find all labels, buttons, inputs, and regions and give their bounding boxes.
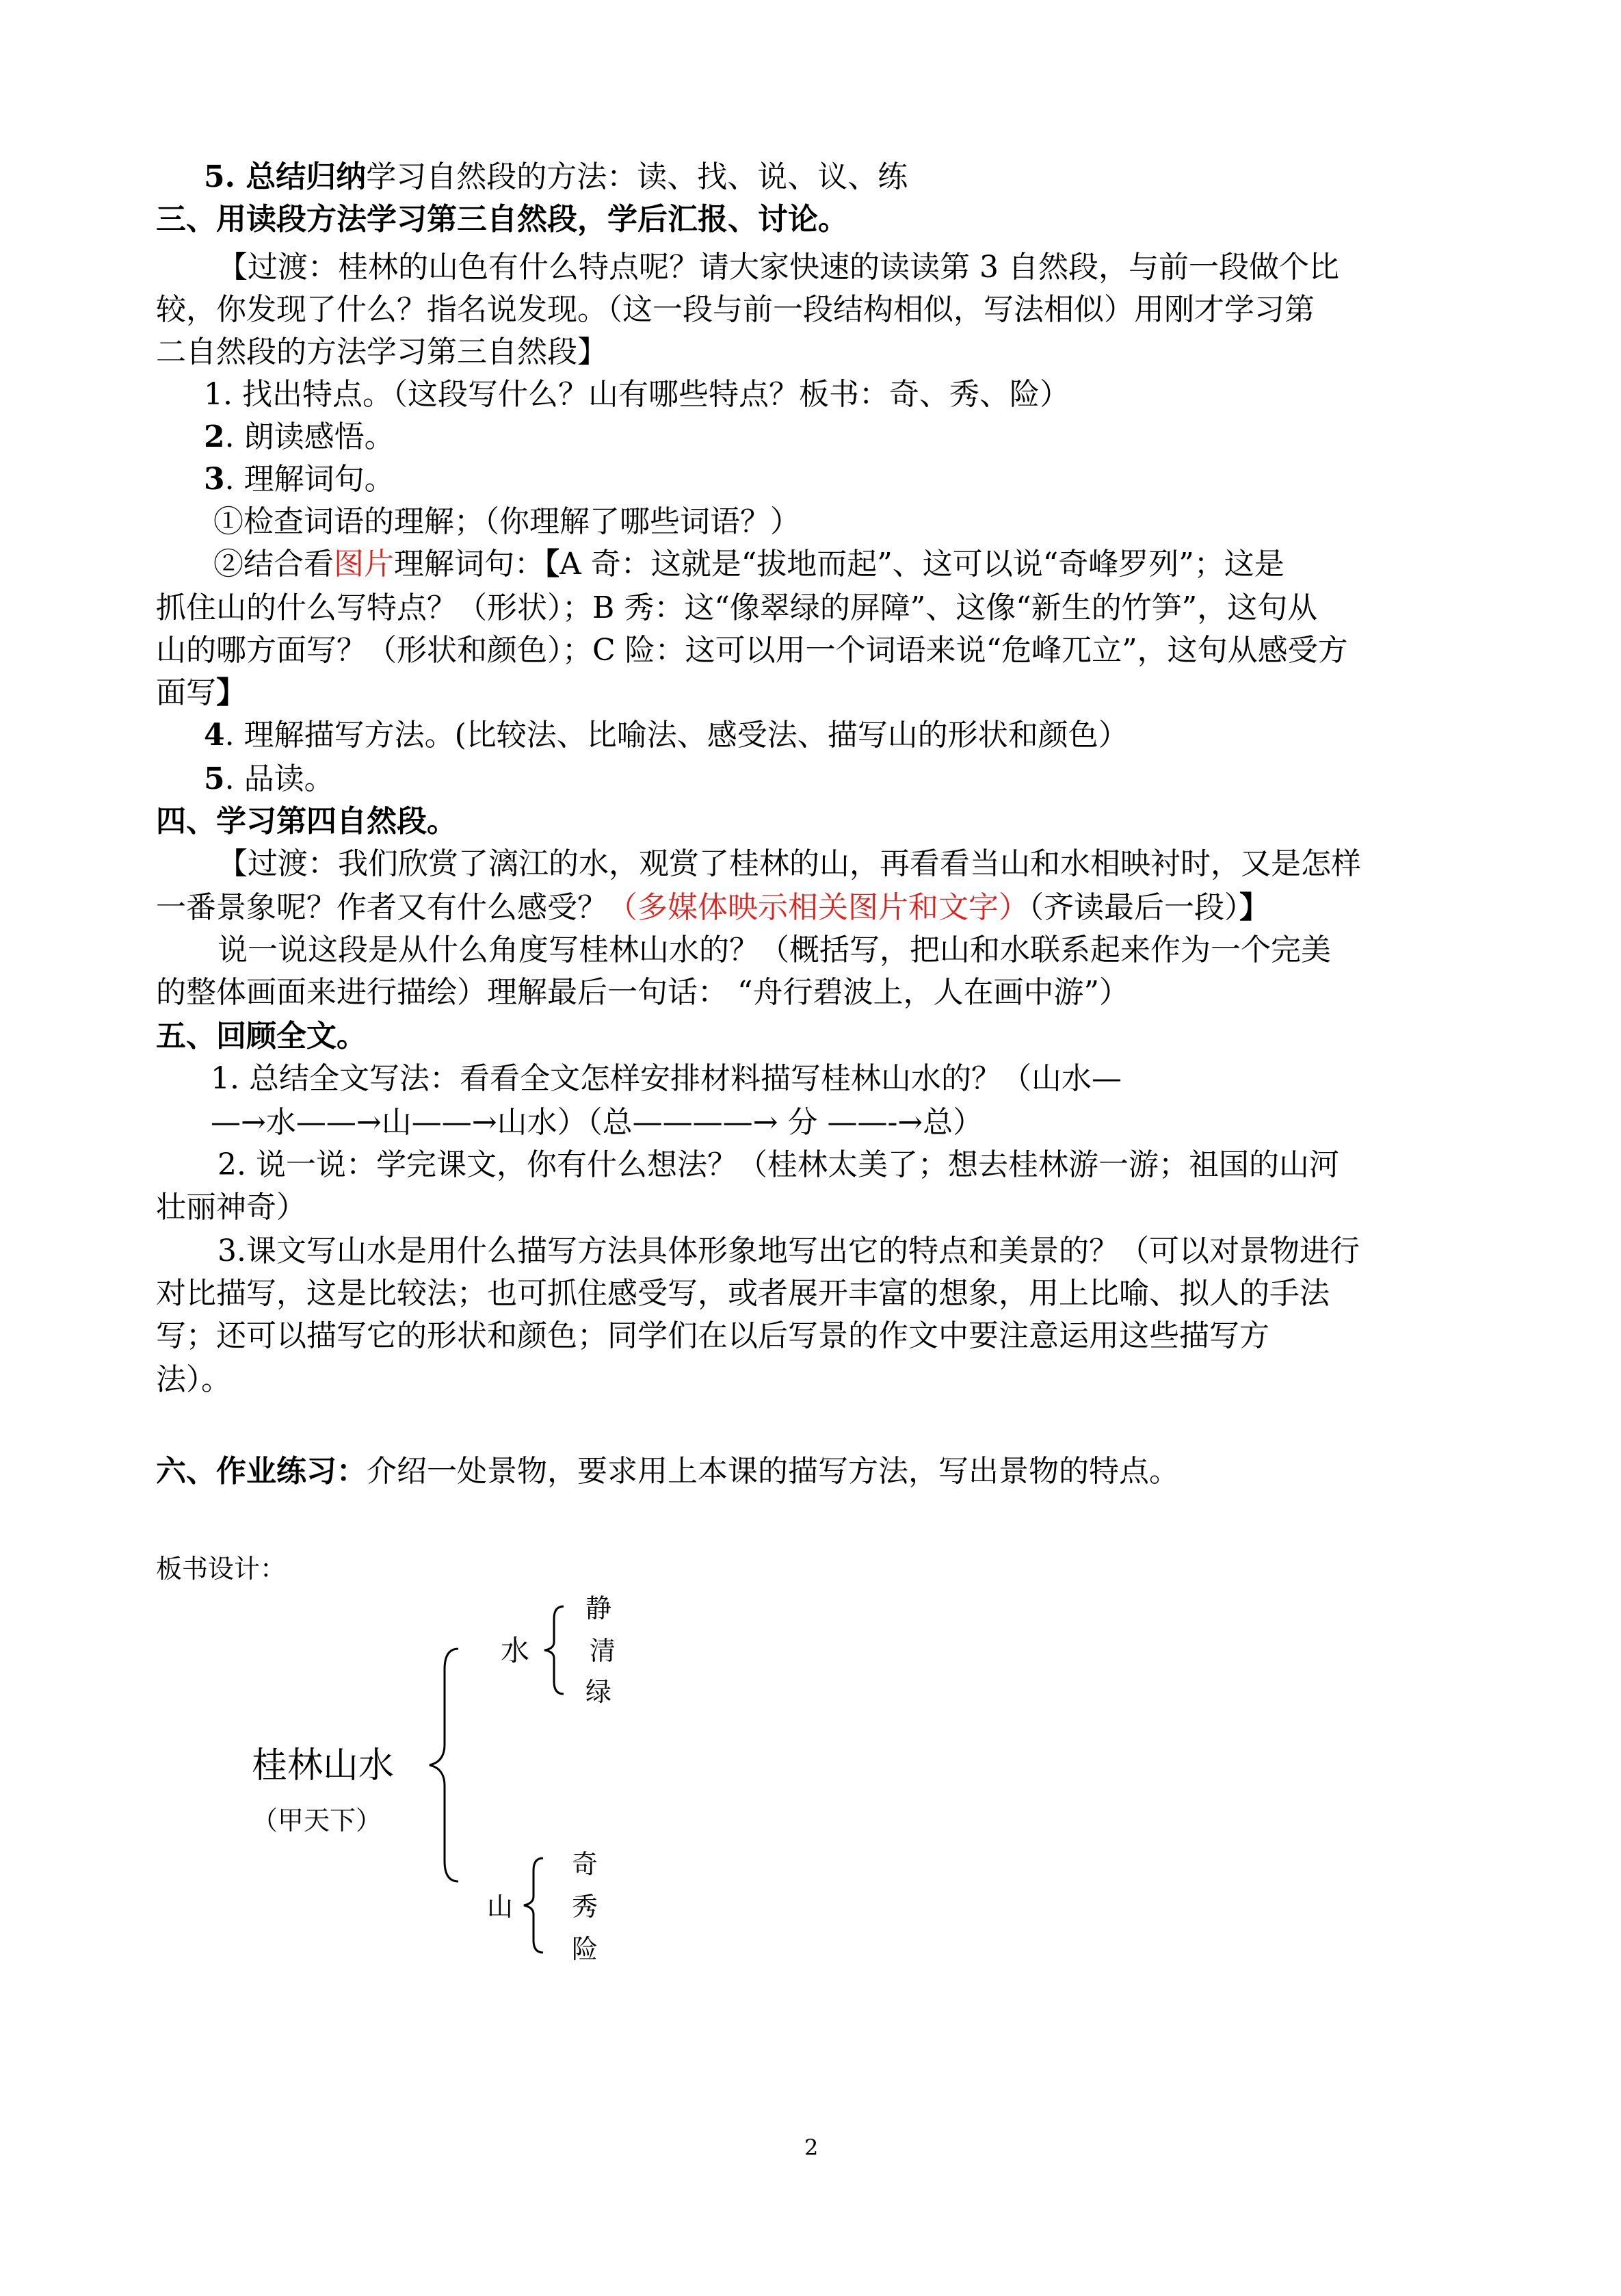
text-run: 3 [204,462,225,497]
text-line [218,1144,1339,1186]
text-run: 2 [204,419,225,454]
text-line [156,1273,1330,1315]
text-run: 3.课文写山水是用什么描写方法具体形象地写出它的特点和美景的？（可以对景物进行 [218,1234,1360,1268]
text-run: 图片 [334,547,394,582]
text-line [204,458,395,501]
text-run: （多媒体映示相关图片和文字） [607,890,1029,925]
water-item-2: 清 [590,1636,616,1666]
text-run: 5. 总结归纳 [204,159,367,194]
text-line [218,929,1331,971]
text-line [204,156,908,198]
mountain-item-2: 秀 [572,1892,598,1922]
text-run: 三、用读段方法学习第三自然段，学后汇报、讨论。 [156,202,848,237]
text-line [213,543,1284,586]
text-run: . 品读。 [224,761,334,796]
text-run: . 理解描写方法。(比较法、比喻法、感受法、描写山的形状和颜色） [224,718,1129,753]
text-line [156,331,607,374]
mountain-item-3: 险 [572,1934,598,1964]
text-line [211,1058,1122,1100]
text-run: 【过渡：桂林的山色有什么特点呢？请大家快速的读读第 3 自然段，与前一段做个比 [218,250,1339,285]
text-run: 五、回顾全文。 [156,1019,367,1054]
text-run: ②结合看 [213,547,334,582]
text-run: 法）。 [156,1362,231,1397]
text-line [211,1101,983,1144]
text-run: A 奇：这就是“拔地而起”、这可以说“奇峰罗列”；这是 [559,547,1284,582]
text-run: 1. 找出特点。（这段写什么？山有哪些特点？板书：奇、秀、险） [204,377,1070,412]
text-run: . 理解词句。 [224,462,395,497]
mountain-brace [520,1854,547,1957]
text-run: 2. 说一说：学完课文，你有什么想法？（桂林太美了；想去桂林游一游；祖国的山河 [218,1147,1339,1182]
water-label: 水 [501,1634,530,1667]
text-run: 说一说这段是从什么角度写桂林山水的？（概括写，把山和水联系起来作为一个完美 [218,932,1331,967]
text-run: 山的哪方面写？（形状和颜色）；C 险：这可以用一个词语来说“危峰兀立”，这句从感受方 [156,633,1348,668]
text-run: 理解词句： [394,547,544,582]
page-number: 2 [804,2135,819,2161]
text-run: 写；还可以描写它的形状和颜色；同学们在以后写景的作文中要注意运用这些描写方 [156,1318,1269,1353]
text-line [204,416,395,458]
text-line [218,1230,1360,1273]
text-run: 面写 [156,675,216,710]
text-line [156,971,1129,1014]
text-run: . 朗读感悟。 [224,419,395,454]
text-run: —→水——→山——→山水）（总————→ 分 ——-→总） [211,1105,984,1140]
text-run: 对比描写，这是比较法；也可抓住感受写，或者展开丰富的想象，用上比喻、拟人的手法 [156,1276,1330,1311]
text-run: 】 [1239,890,1269,925]
water-brace [540,1602,568,1698]
text-line [156,629,1348,672]
water-item-3: 绿 [585,1677,612,1707]
text-run: 5 [204,761,225,796]
text-line [213,501,800,543]
board-title: 桂林山水 [252,1745,395,1786]
text-line [156,800,457,843]
text-line [156,1186,306,1229]
text-run: 四、学习第四自然段。 [156,804,457,839]
text-run: 二自然段的方法学习第三自然段】 [156,335,607,369]
text-run: 介绍一处景物，要求用上本课的描写方法，写出景物的特点。 [367,1454,1179,1489]
text-line [156,1450,1179,1493]
mountain-label: 山 [487,1892,514,1922]
main-brace [424,1642,465,1888]
text-line [156,289,1315,331]
text-line [156,1315,1269,1357]
text-run: 【 [544,547,559,582]
text-run: （齐读最后一段） [1029,890,1239,925]
water-item-1: 静 [585,1593,612,1623]
text-run: 壮丽神奇） [156,1190,306,1225]
text-run: ①检查词语的理解；（你理解了哪些词语？） [213,504,800,539]
text-line [204,374,1070,416]
text-run: 抓住山的什么写特点？（形状）；B 秀：这“像翠绿的屏障”、这像“新生的竹笋”，这句从 [156,590,1318,625]
text-line [156,587,1317,629]
text-line [204,758,334,800]
text-run: 的整体画面来进行描绘）理解最后一句话： “舟行碧波上，人在画中游”） [156,975,1129,1010]
text-run: 1. 总结全文写法：看看全文怎样安排材料描写桂林山水的？（山水— [211,1061,1122,1096]
text-line [156,887,1269,929]
mountain-item-1: 奇 [572,1849,598,1879]
text-run: 4 [204,718,225,753]
text-run: 一番景象呢？作者又有什么感受？ [156,890,607,925]
text-line [156,1015,367,1058]
text-run: 较，你发现了什么？指名说发现。（这一段与前一段结构相似，写法相似）用刚才学习第 [156,292,1315,327]
text-line [204,714,1129,757]
board-subtitle: （甲天下） [252,1805,382,1836]
text-line [156,1359,231,1401]
text-line [156,672,246,714]
text-run: 学习自然段的方法：读、找、说、议、练 [366,159,908,194]
text-line [218,843,1361,885]
board-design-label: 板书设计： [156,1554,287,1584]
text-run: 】 [216,675,246,710]
text-run: 六、作业练习： [156,1454,367,1489]
text-line [156,198,848,241]
text-line [218,246,1339,289]
text-run: 【过渡：我们欣赏了漓江的水，观赏了桂林的山，再看看当山和水相映衬时，又是怎样 [218,846,1361,881]
